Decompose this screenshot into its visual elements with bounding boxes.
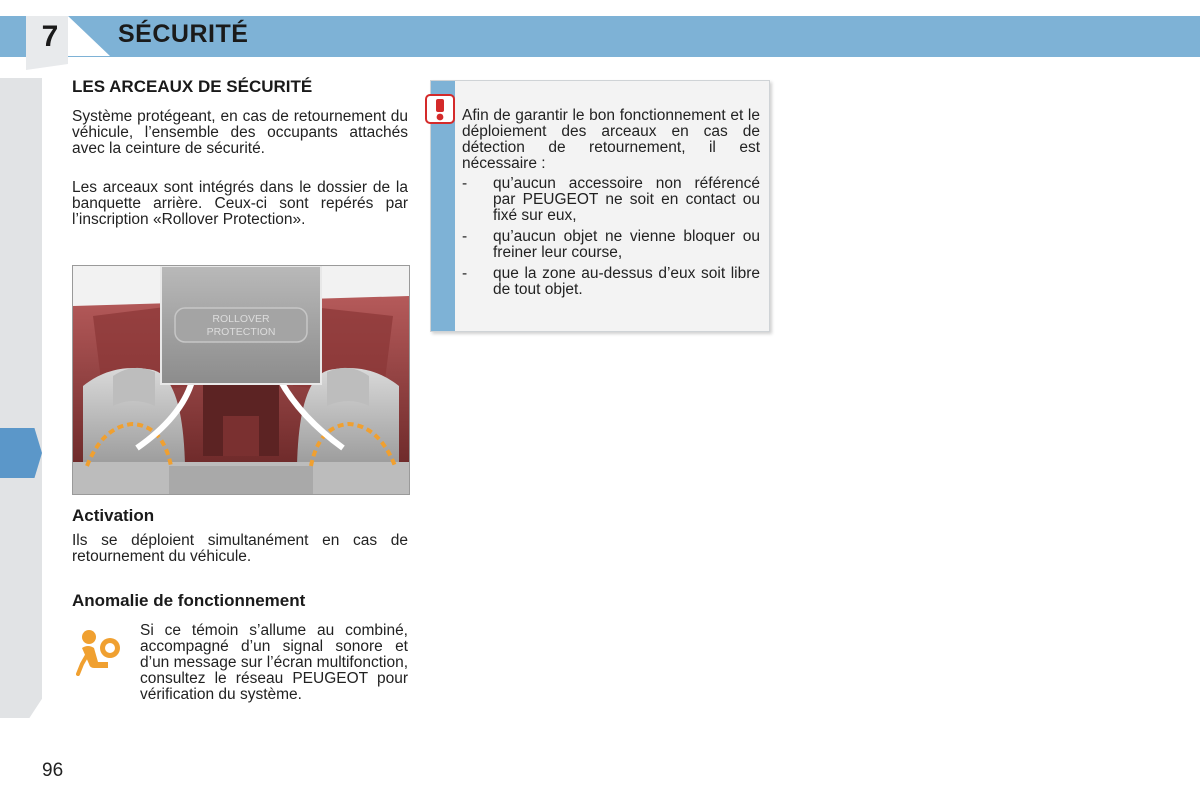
chapter-number: 7 bbox=[41, 20, 59, 53]
chapter-marker-tab bbox=[0, 428, 42, 478]
section-title: LES ARCEAUX DE SÉCURITÉ bbox=[72, 77, 313, 96]
note-item-text: qu’aucun accessoire non référencé par PEUGEOT ne soit en contact ou fixé sur eux, bbox=[493, 175, 760, 224]
illustration-label-line-1: ROLLOVER bbox=[212, 313, 270, 325]
page-number: 96 bbox=[42, 760, 64, 781]
note-bullet: - bbox=[462, 175, 468, 192]
note-bullet: - bbox=[462, 265, 468, 282]
note-intro: Afin de garantir le bon fonctionnement et le déploiement des arceaux en cas de détection de retournement, il est nécessaire : bbox=[462, 107, 760, 172]
note-item-text: que la zone au-dessus d’eux soit libre de tout objet. bbox=[493, 265, 760, 298]
note-text bbox=[462, 108, 760, 303]
note-item bbox=[462, 176, 760, 224]
chapter-title: SÉCURITÉ bbox=[118, 20, 249, 48]
side-margin-strip bbox=[0, 78, 42, 718]
exclamation-warning-icon bbox=[425, 94, 455, 124]
intro-paragraph: Système protégeant, en cas de retournement du véhicule, l’ensemble des occupants attachés avec la ceinture de sécurité. bbox=[72, 108, 408, 157]
note-item bbox=[462, 266, 760, 298]
location-paragraph: Les arceaux sont intégrés dans le dossier de la banquette arrière. Ceux-ci sont repérés par l’inscription «Rollover Protection». bbox=[72, 179, 408, 228]
note-bullet: - bbox=[462, 228, 468, 245]
rollover-bars-illustration bbox=[72, 265, 410, 495]
activation-text: Ils se déploient simultanément en cas de retournement du véhicule. bbox=[72, 532, 408, 565]
note-list bbox=[462, 176, 760, 298]
airbag-warning-light-icon bbox=[76, 628, 124, 676]
note-item-text: qu’aucun objet ne vienne bloquer ou freiner leur course, bbox=[493, 228, 760, 261]
note-item bbox=[462, 229, 760, 261]
illustration-label-line-2: PROTECTION bbox=[206, 326, 276, 338]
activation-title: Activation bbox=[72, 506, 155, 525]
anomaly-title: Anomalie de fonctionnement bbox=[72, 591, 306, 610]
anomaly-text: Si ce témoin s’allume au combiné, accompagné d’un signal sonore et d’un message sur l’écran multifonction, consultez le réseau PEUGEOT pour vérification du système. bbox=[140, 622, 408, 703]
